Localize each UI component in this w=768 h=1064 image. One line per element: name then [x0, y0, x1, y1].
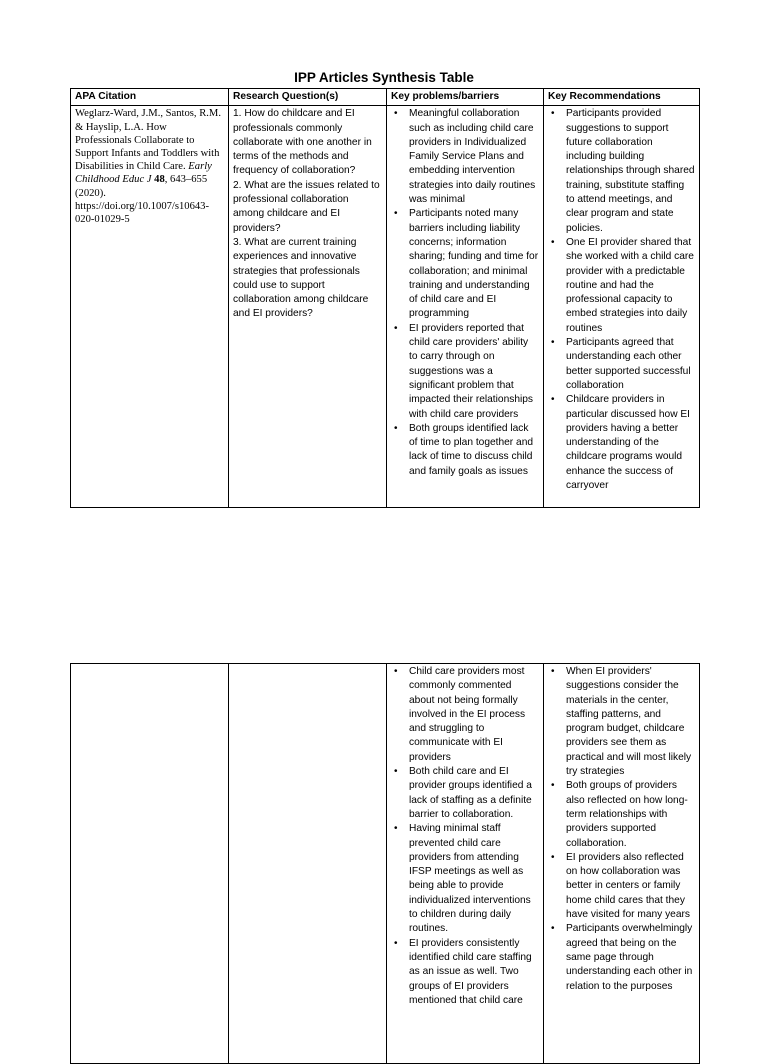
table-row: [71, 106, 700, 508]
research-questions-cell: [229, 106, 387, 508]
apa-citation-cell-empty: [71, 664, 229, 1064]
list-item: • Both child care and EI provider groups identified a lack of staffing as a definite barrier to collaboration.: [391, 765, 539, 822]
problems-list: [391, 665, 539, 1008]
research-questions-cell-empty: [229, 664, 387, 1064]
list-item: • Participants provided suggestions to support future collaboration including building relationships through shared training, substitute staffing to attend meetings, and clear program and state policies.: [548, 107, 695, 236]
research-question: 1. How do childcare and EI professionals commonly collaborate with one another in terms of the methods and frequency of collaboration?: [233, 108, 372, 177]
apa-citation-cell: [71, 106, 229, 508]
page-title: IPP Articles Synthesis Table: [294, 70, 474, 85]
list-item: • Both groups identified lack of time to plan together and lack of time to discuss child and family goals as issues: [391, 422, 539, 479]
problems-list: [391, 107, 539, 479]
list-item: • Both groups of providers also reflected on how long-term relationships with providers supported collaboration.: [548, 779, 695, 850]
header-key-problems: Key problems/barriers: [387, 89, 544, 106]
synthesis-table: [70, 88, 700, 508]
list-item: • Meaningful collaboration such as including child care providers in Individualized Family Service Plans and embedding intervention strategies into daily routines was minimal: [391, 107, 539, 207]
recommendations-list: [548, 665, 695, 994]
citation-rest: , 643–655 (2020). https://doi.org/10.1007/s10643-020-01029-5: [75, 174, 209, 225]
key-recommendations-cell: [544, 664, 700, 1064]
header-key-recommendations: Key Recommendations: [544, 89, 700, 106]
citation-volume: 48: [154, 174, 165, 186]
list-item: • Child care providers most commonly commented about not being formally involved in the EI process and struggling to communicate with EI providers: [391, 665, 539, 765]
list-item: • When EI providers' suggestions consider the materials in the center, staffing patterns, and program budget, childcare providers see them as practical and will most likely try strategies: [548, 665, 695, 779]
list-item: • Participants agreed that understanding each other better supported successful collaboration: [548, 336, 695, 393]
list-item: • One EI provider shared that she worked with a child care provider with a predictable routine and had the professional capacity to embed strategies into daily routines: [548, 236, 695, 336]
research-question: 3. What are current training experiences and innovative strategies that professionals could use to support collaboration among childcare and EI providers?: [233, 236, 369, 320]
synthesis-table-continued: [70, 663, 700, 1064]
list-item: • Participants overwhelmingly agreed that being on the same page through understanding each other in relation to the purposes: [548, 922, 695, 993]
key-problems-cell: [387, 664, 544, 1064]
list-item: • Childcare providers in particular discussed how EI providers having a better understanding of the childcare programs would enhance the success of carryover: [548, 393, 695, 493]
key-recommendations-cell: [544, 106, 700, 508]
list-item: • EI providers consistently identified child care staffing as an issue as well. Two groups of EI providers mentioned that child care: [391, 937, 539, 1008]
table-row: [71, 664, 700, 1064]
list-item: • Having minimal staff prevented child care providers from attending IFSP meetings as well as being able to provide individualized interventions to children during daily routines.: [391, 822, 539, 936]
header-apa-citation: APA Citation: [71, 89, 229, 106]
list-item: • Participants noted many barriers including liability concerns; information sharing; funding and time for collaboration; and minimal training and understanding of child care and EI programming: [391, 207, 539, 321]
header-research-questions: Research Question(s): [229, 89, 387, 106]
key-problems-cell: [387, 106, 544, 508]
table-header-row: [71, 89, 700, 106]
list-item: • EI providers also reflected on how collaboration was better in centers or family home child cares that they have visited for many years: [548, 851, 695, 922]
recommendations-list: [548, 107, 695, 493]
list-item: • EI providers reported that child care providers' ability to carry through on suggestions was a significant problem that impacted their relationships with child care providers: [391, 322, 539, 422]
research-question: 2. What are the issues related to professional collaboration among childcare and EI providers?: [233, 179, 380, 234]
citation-authors: Weglarz-Ward, J.M., Santos, R.M. & Hayslip, L.A. How Professionals Collaborate to Support Infants and Toddlers with Disabilities in Child Care.: [75, 108, 221, 173]
citation-journal: Early Childhood Educ J: [75, 161, 212, 186]
